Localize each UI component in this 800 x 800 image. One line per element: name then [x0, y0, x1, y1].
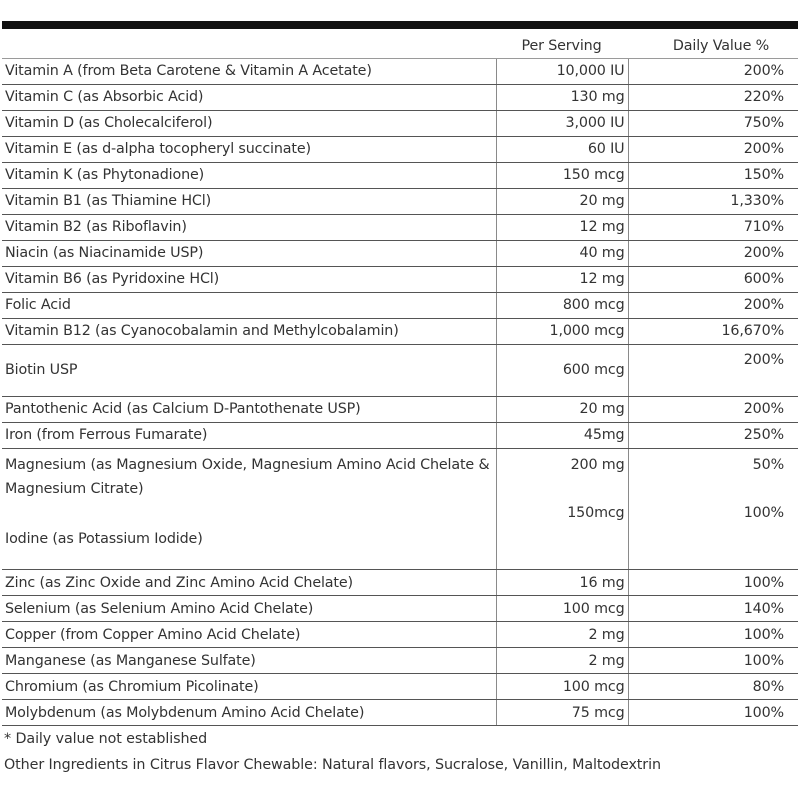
- ingredient-name: Pantothenic Acid (as Calcium D-Pantothenate USP): [2, 396, 496, 422]
- per-serving-amount: 40 mg: [496, 240, 628, 266]
- ingredient-name: Molybdenum (as Molybdenum Amino Acid Chelate): [2, 700, 496, 726]
- ingredient-name: Vitamin B1 (as Thiamine HCl): [2, 188, 496, 214]
- table-row: [2, 162, 798, 188]
- supplement-facts-table: [2, 29, 798, 726]
- table-row: [2, 58, 798, 84]
- daily-value-percent: 80%: [628, 674, 798, 700]
- per-serving-amount: 20 mg: [496, 188, 628, 214]
- ingredient-name: Vitamin B6 (as Pyridoxine HCl): [2, 266, 496, 292]
- daily-value-percent: 16,670%: [628, 318, 798, 344]
- ingredient-name: Zinc (as Zinc Oxide and Zinc Amino Acid Chelate): [2, 570, 496, 596]
- per-serving-amount: 2 mg: [496, 622, 628, 648]
- daily-value-percent: 710%: [628, 214, 798, 240]
- table-row: [2, 214, 798, 240]
- daily-value-footnote: * Daily value not established: [4, 731, 208, 747]
- table-row: [2, 648, 798, 674]
- ingredient-name: Vitamin B2 (as Riboflavin): [2, 214, 496, 240]
- daily-value-percent: 1,330%: [628, 188, 798, 214]
- header-daily-value: Daily Value %: [628, 29, 798, 58]
- header-per-serving: Per Serving: [496, 29, 628, 58]
- daily-value-percent: 220%: [628, 84, 798, 110]
- ingredient-name: Selenium (as Selenium Amino Acid Chelate): [2, 596, 496, 622]
- ingredient-name: Vitamin E (as d-alpha tocopheryl succinate): [2, 136, 496, 162]
- ingredient-name: Vitamin B12 (as Cyanocobalamin and Methylcobalamin): [2, 318, 496, 344]
- per-serving-amount: 150mcg: [496, 501, 628, 570]
- header-ingredient-cell: [2, 29, 496, 58]
- per-serving-amount: 1,000 mcg: [496, 318, 628, 344]
- daily-value-percent: 100%: [628, 700, 798, 726]
- daily-value-percent: 150%: [628, 162, 798, 188]
- ingredient-name: Iodine (as Potassium Iodide): [2, 501, 496, 570]
- ingredient-name: Chromium (as Chromium Picolinate): [2, 674, 496, 700]
- per-serving-amount: 150 mcg: [496, 162, 628, 188]
- other-ingredients-note: Other Ingredients in Citrus Flavor Chewable: Natural flavors, Sucralose, Vanillin, Maltodextrin: [4, 757, 661, 773]
- daily-value-percent: 100%: [628, 501, 798, 570]
- table-row: [2, 700, 798, 726]
- table-row: [2, 570, 798, 596]
- daily-value-percent: 200%: [628, 292, 798, 318]
- per-serving-amount: 200 mg: [496, 448, 628, 501]
- per-serving-amount: 60 IU: [496, 136, 628, 162]
- table-row: [2, 422, 798, 448]
- per-serving-amount: 45mg: [496, 422, 628, 448]
- daily-value-percent: 100%: [628, 570, 798, 596]
- ingredient-name: Vitamin K (as Phytonadione): [2, 162, 496, 188]
- per-serving-amount: 20 mg: [496, 396, 628, 422]
- table-row: [2, 448, 798, 501]
- daily-value-percent: 100%: [628, 648, 798, 674]
- per-serving-amount: 12 mg: [496, 214, 628, 240]
- per-serving-amount: 10,000 IU: [496, 58, 628, 84]
- table-row: [2, 396, 798, 422]
- table-row: [2, 318, 798, 344]
- ingredient-name: Magnesium (as Magnesium Oxide, Magnesium Amino Acid Chelate & Magnesium Citrate): [2, 448, 496, 501]
- per-serving-amount: 75 mcg: [496, 700, 628, 726]
- ingredient-name: Niacin (as Niacinamide USP): [2, 240, 496, 266]
- table-row: [2, 110, 798, 136]
- daily-value-percent: 600%: [628, 266, 798, 292]
- table-row: [2, 84, 798, 110]
- table-row: [2, 501, 798, 570]
- table-row: [2, 188, 798, 214]
- table-row: [2, 240, 798, 266]
- per-serving-amount: 3,000 IU: [496, 110, 628, 136]
- table-row: [2, 136, 798, 162]
- table-row: [2, 596, 798, 622]
- top-rule: [2, 21, 798, 29]
- daily-value-percent: 750%: [628, 110, 798, 136]
- ingredient-name: Biotin USP: [2, 344, 496, 396]
- daily-value-percent: 200%: [628, 58, 798, 84]
- per-serving-amount: 2 mg: [496, 648, 628, 674]
- daily-value-percent: 250%: [628, 422, 798, 448]
- table-header-row: [2, 29, 798, 58]
- ingredient-name: Iron (from Ferrous Fumarate): [2, 422, 496, 448]
- ingredient-name: Vitamin A (from Beta Carotene & Vitamin A Acetate): [2, 58, 496, 84]
- per-serving-amount: 100 mcg: [496, 596, 628, 622]
- daily-value-percent: 200%: [628, 136, 798, 162]
- per-serving-amount: 16 mg: [496, 570, 628, 596]
- daily-value-percent: 200%: [628, 396, 798, 422]
- daily-value-percent: 50%: [752, 456, 784, 473]
- table-row: [2, 266, 798, 292]
- per-serving-amount: 130 mg: [496, 84, 628, 110]
- table-row: [2, 344, 798, 396]
- per-serving-amount: 800 mcg: [496, 292, 628, 318]
- per-serving-amount: 100 mcg: [496, 674, 628, 700]
- ingredient-name: Folic Acid: [2, 292, 496, 318]
- daily-value-percent: 140%: [628, 596, 798, 622]
- ingredient-name: Vitamin C (as Absorbic Acid): [2, 84, 496, 110]
- ingredient-name: Vitamin D (as Cholecalciferol): [2, 110, 496, 136]
- daily-value-percent: 200%: [628, 240, 798, 266]
- per-serving-amount: 600 mcg: [496, 344, 628, 396]
- ingredient-name: Copper (from Copper Amino Acid Chelate): [2, 622, 496, 648]
- ingredient-name: Manganese (as Manganese Sulfate): [2, 648, 496, 674]
- table-row: [2, 292, 798, 318]
- daily-value-percent: 200%: [628, 344, 798, 396]
- daily-value-percent: 100%: [628, 622, 798, 648]
- per-serving-amount: 12 mg: [496, 266, 628, 292]
- table-row: [2, 622, 798, 648]
- table-row: [2, 674, 798, 700]
